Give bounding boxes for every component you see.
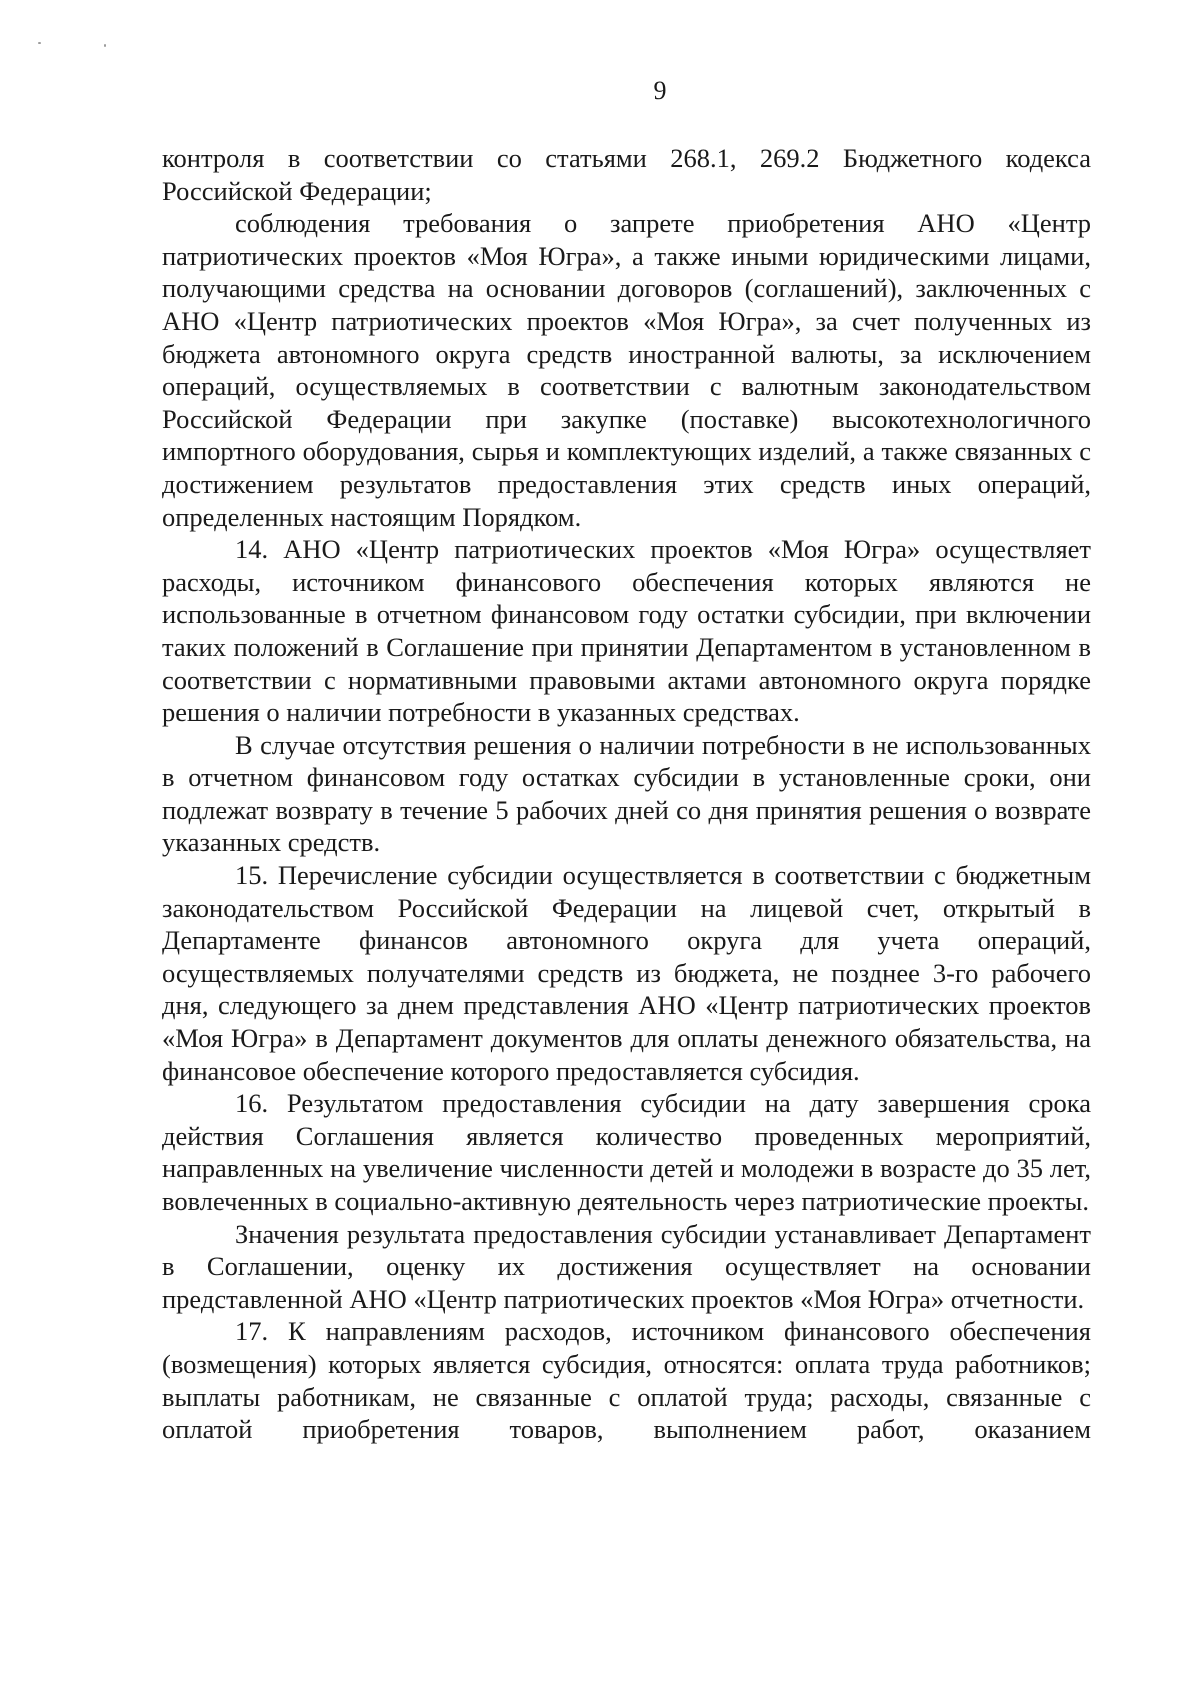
paragraph-clause-16: 16. Результатом предоставления субсидии на дату завершения срока действия Соглашения является количество проведенных мероприятий, направленных на увеличение численности детей и молодежи в возрасте до 35 лет, вовлеченных в социально-активную деятельность через патриотические проекты. bbox=[162, 1088, 1091, 1216]
paragraph-clause-17: 17. К направлениям расходов, источником финансового обеспечения (возмещения) которых является субсидия, относятся: оплата труда работников; выплаты работникам, не связанные с оплатой труда; расходы, связанные с оплатой приобретения товаров, выполнением работ, оказанием bbox=[162, 1316, 1091, 1445]
paragraph-continuation: контроля в соответствии со статьями 268.1, 269.2 Бюджетного кодекса Российской Федерации; bbox=[162, 143, 1091, 206]
page-number: 9 bbox=[653, 76, 667, 105]
paragraph-result-values: Значения результата предоставления субсидии устанавливает Департамент в Соглашении, оценку их достижения осуществляет на основании представленной АНО «Центр патриотических проектов «Моя Югра» отчетности. bbox=[162, 1218, 1091, 1314]
scan-speck bbox=[104, 44, 106, 47]
paragraph-currency-ban: соблюдения требования о запрете приобретения АНО «Центр патриотических проектов «Моя Югра», а также иными юридическими лицами, получающими средства на основании договоров (соглашений), заключенных с АНО «Центр патриотических проектов «Моя Югра», за счет полученных из бюджета автономного округа средств иностранной валюты, за исключением операций, осуществляемых в соответствии с валютным законодательством Российской Федерации при закупке (поставке) высокотехнологичного импортного оборудования, сырья и комплектующих изделий, а также связанных с достижением результатов предоставления этих средств иных операций, определенных настоящим Порядком. bbox=[162, 208, 1091, 532]
scan-speck bbox=[38, 42, 41, 44]
document-body bbox=[162, 142, 1091, 1446]
paragraph-refund: В случае отсутствия решения о наличии потребности в не использованных в отчетном финансовом году остатках субсидии в установленные сроки, они подлежат возврату в течение 5 рабочих дней со дня принятия решения о возврате указанных средств. bbox=[162, 729, 1091, 858]
paragraph-clause-14: 14. АНО «Центр патриотических проектов «Моя Югра» осуществляет расходы, источником финансового обеспечения которых являются не использованные в отчетном финансовом году остатки субсидии, при включении таких положений в Соглашение при принятии Департаментом в установленном в соответствии с нормативными правовыми актами автономного округа порядке решения о наличии потребности в указанных средствах. bbox=[162, 534, 1091, 728]
paragraph-clause-15: 15. Перечисление субсидии осуществляется в соответствии с бюджетным законодательством Российской Федерации на лицевой счет, открытый в Департаменте финансов автономного округа для учета операций, осуществляемых получателями средств из бюджета, не позднее 3-го рабочего дня, следующего за днем представления АНО «Центр патриотических проектов «Моя Югра» в Департамент документов для оплаты денежного обязательства, на финансовое обеспечение которого предоставляется субсидия. bbox=[162, 860, 1091, 1086]
